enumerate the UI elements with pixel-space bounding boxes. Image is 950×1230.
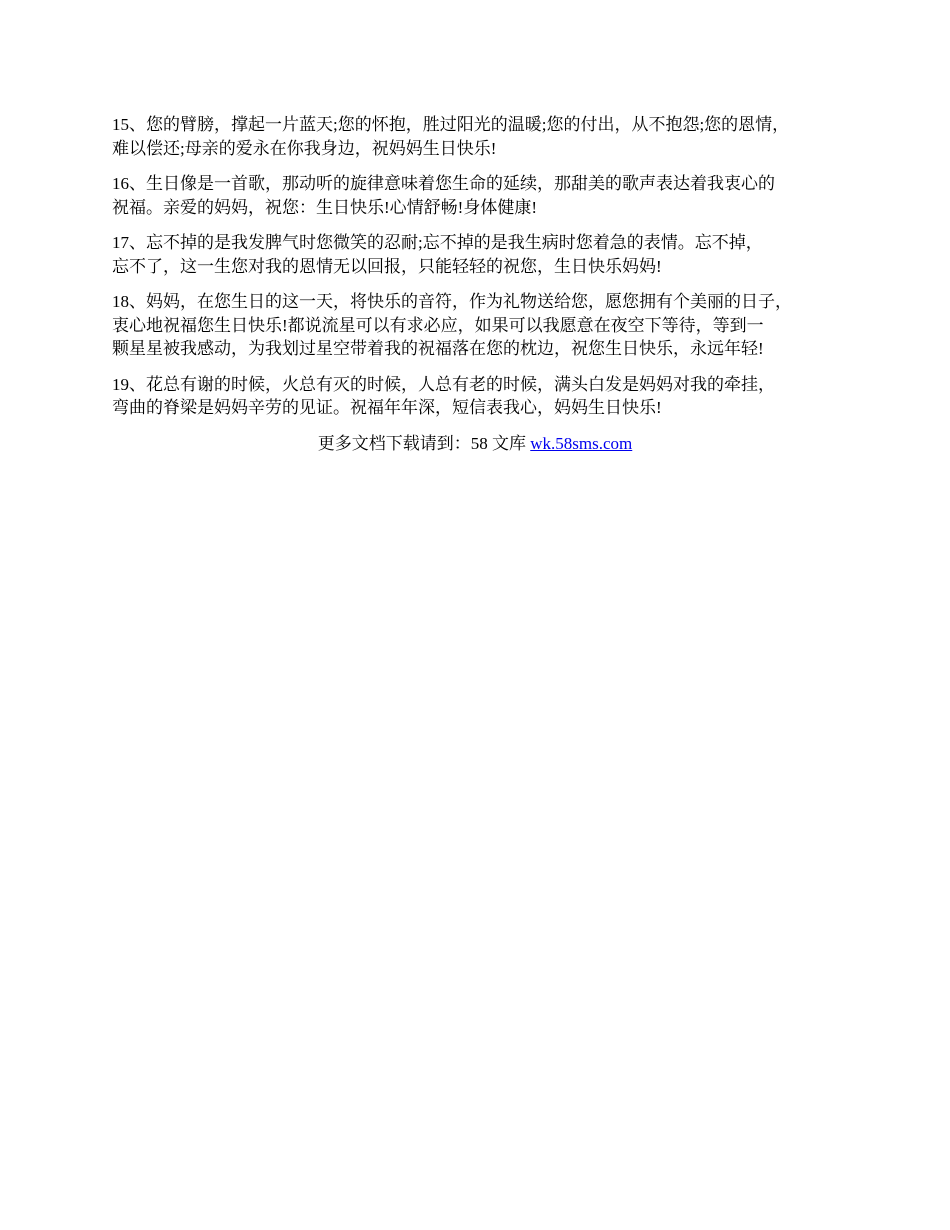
footer-download-note (112, 432, 838, 456)
footer-link[interactable]: wk.58sms.com (530, 433, 633, 453)
paragraph-line: 17、忘不掉的是我发脾气时您微笑的忍耐;忘不掉的是我生病时您着急的表情。忘不掉， (112, 233, 763, 252)
paragraph-17 (112, 231, 854, 278)
paragraph-line: 颗星星被我感动，为我划过星空带着我的祝福落在您的枕边，祝您生日快乐，永远年轻! (112, 339, 764, 358)
paragraph-line: 15、您的臂膀，撑起一片蓝天;您的怀抱，胜过阳光的温暖;您的付出，从不抱怨;您的恩情， (112, 115, 790, 134)
paragraph-line: 难以偿还;母亲的爱永在你我身边，祝妈妈生日快乐! (112, 138, 497, 158)
paragraph-line: 祝福。亲爱的妈妈，祝您：生日快乐!心情舒畅!身体健康! (112, 197, 537, 217)
paragraph-line: 16、生日像是一首歌，那动听的旋律意味着您生命的延续，那甜美的歌声表达着我衷心的 (112, 174, 775, 193)
paragraph-line: 忘不了，这一生您对我的恩情无以回报，只能轻轻的祝您，生日快乐妈妈! (112, 256, 662, 276)
paragraph-line: 19、花总有谢的时候，火总有灭的时候，人总有老的时候，满头白发是妈妈对我的牵挂， (112, 374, 775, 394)
paragraph-line: 弯曲的脊梁是妈妈辛劳的见证。祝福年年深，短信表我心，妈妈生日快乐! (112, 398, 662, 417)
paragraph-line: 18、妈妈，在您生日的这一天，将快乐的音符，作为礼物送给您，愿您拥有个美丽的日子， (112, 292, 792, 311)
paragraph-19 (112, 373, 854, 420)
paragraph-line: 衷心地祝福您生日快乐!都说流星可以有求必应，如果可以我愿意在夜空下等待，等到一 (112, 315, 764, 335)
footer-prefix: 更多文档下载请到：58 文库 (317, 433, 531, 453)
document-body (112, 113, 854, 455)
paragraph-15 (112, 113, 854, 160)
paragraph-18 (112, 290, 854, 361)
paragraph-16 (112, 172, 854, 219)
